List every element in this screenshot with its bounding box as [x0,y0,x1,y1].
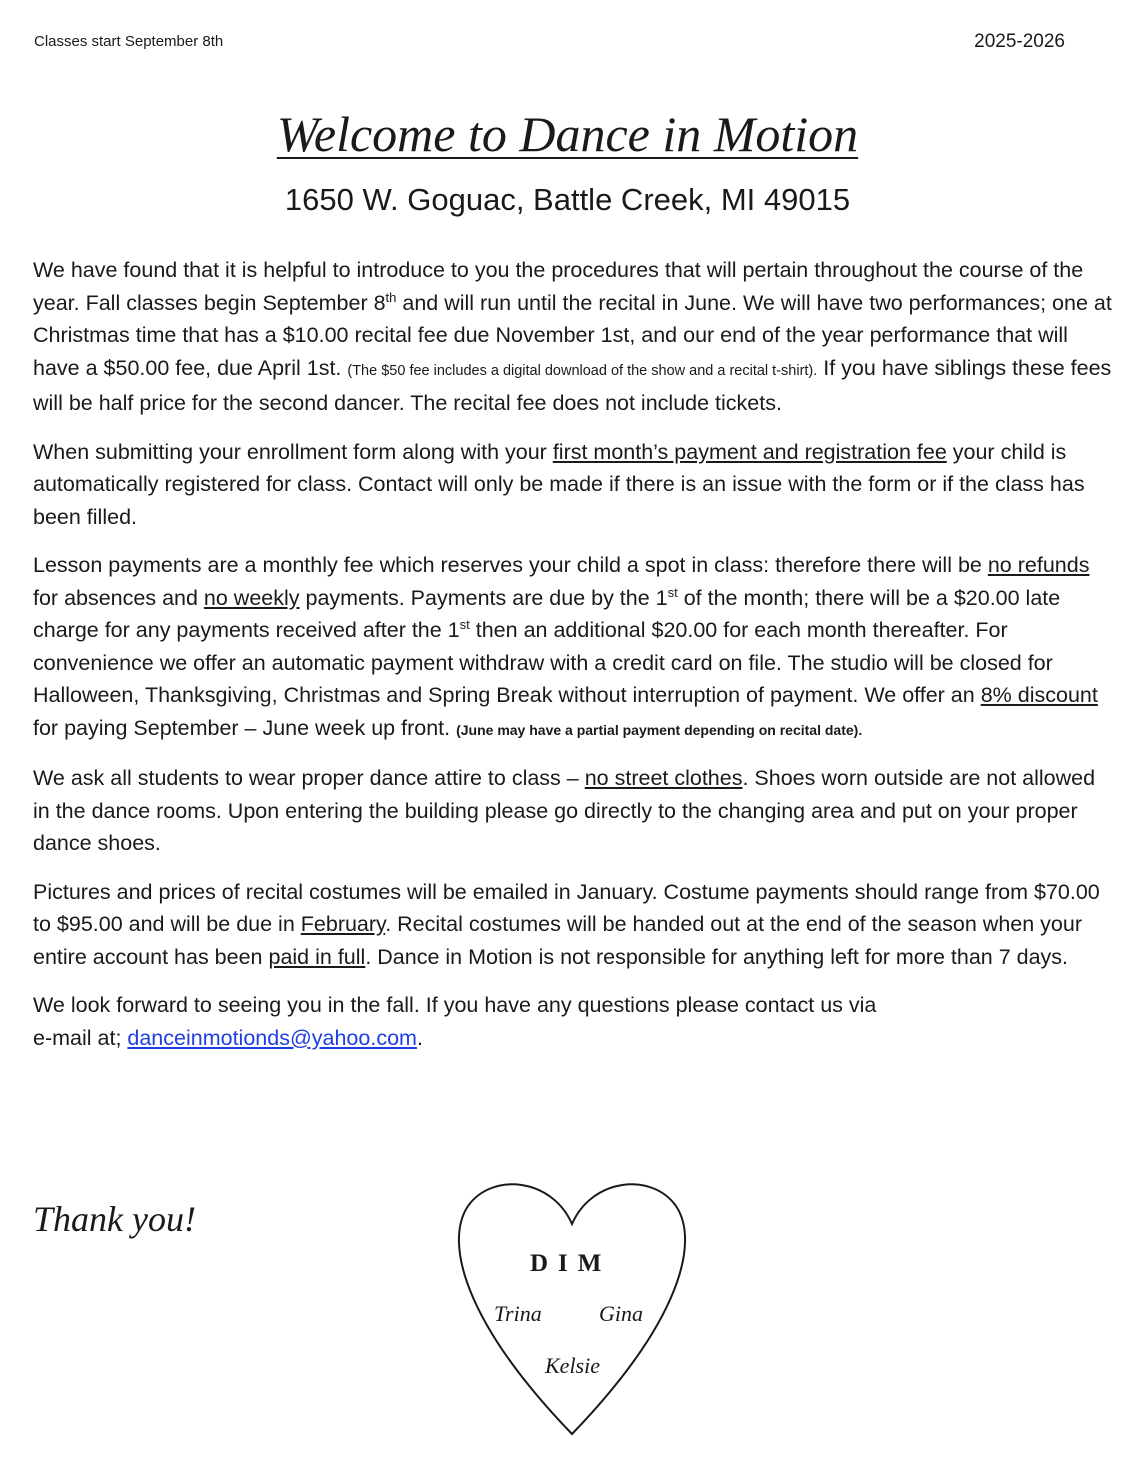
p3-no-refunds: no refunds [987,553,1090,577]
studio-address: 1650 W. Goguac, Battle Creek, MI 49015 [284,182,851,217]
p3-text-e: then an additional $20.00 for each month thereafter. For convenience we offer an automatic payment withdraw with a credit card on file. The studio will be closed for Halloween, Thanksgiving, Christmas and Spring Break without interruption of payment. We offer an [33,618,1053,707]
p3-sup-2: st [459,616,470,632]
p3-sup-1: st [667,584,678,600]
paragraph-enrollment [33,436,1115,534]
p4-text-b: . Shoes worn outside are not allowed in the dance rooms. Upon entering the building please go directly to the changing area and put on your proper dance shoes. [33,766,1096,855]
p5-text-c: . Dance in Motion is not responsible for anything left for more than 7 days. [365,944,1069,969]
p1-fee-note: (The $50 fee includes a digital download of the show and a recital t-shirt). [347,362,818,379]
p6-text-c: . [416,1025,423,1050]
p3-text-d: of the month; there will be a $20.00 late charge for any payments received after the 1 [33,585,1061,642]
p3-discount: 8% discount [980,683,1098,707]
letter-body [33,254,1115,1070]
p3-text-a: Lesson payments are a monthly fee which reserves your child a spot in class: therefore there will be [33,553,988,577]
class-start-note: Classes start September 8th [34,33,224,50]
heart-icon [452,1172,692,1444]
p4-text-a: We ask all students to wear proper dance attire to class – [33,766,585,790]
paragraph-schedule [33,254,1115,420]
p1-text-b: and will run until the recital in June. We will have two performances; one at Christmas time that has a $10.00 recital fee due November 1st, and our end of the year performance that will have a $50.00 fee, due April 1st. [33,290,1112,380]
p5-text-b: . Recital costumes will be handed out at the end of the season when your entire account has been [33,912,1082,969]
name-trina: Trina [494,1301,542,1326]
p5-text-a: Pictures and prices of recital costumes will be emailed in January. Costume payments should range from $70.00 to $95.00 and will be due in [33,879,1100,936]
season-year: 2025-2026 [974,31,1065,52]
p2-text-a: When submitting your enrollment form along with your [33,439,553,464]
name-kelsie: Kelsie [545,1353,600,1378]
email-link[interactable]: danceinmotionds@yahoo.com [127,1025,417,1050]
p5-february: February [300,912,386,936]
p1-text-c: If you have siblings these fees will be half price for the second dancer. The recital fee does not include tickets. [33,355,1112,415]
p3-text-c: payments. Payments are due by the 1 [299,585,668,610]
p3-text-b: for absences and [33,585,204,610]
p3-june-note: (June may have a partial payment depending on recital date). [456,721,863,738]
p2-text-b: your child is automatically registered for class. Contact will only be made if there is an issue with the form or if the class has been filled. [33,439,1085,529]
name-gina: Gina [599,1301,643,1326]
page-title [0,103,1135,165]
p1-text-a: We have found that it is helpful to introduce to you the procedures that will pertain throughout the course of the year. Fall classes begin September 8 [33,258,1084,315]
paragraph-attire [33,762,1115,860]
page-title-text: Welcome to Dance in Motion [276,106,859,162]
p6-text-b: e-mail at; [33,1025,128,1050]
paragraph-payments [33,549,1115,746]
thank-you-signoff: Thank you! [33,1199,196,1239]
p5-paid-in-full: paid in full [268,944,366,969]
p1-sup: th [385,289,397,305]
p6-text-a: We look forward to seeing you in the fall. If you have any questions please contact us via [33,993,877,1017]
paragraph-contact [33,989,1115,1054]
dim-initials: DIM [530,1250,612,1277]
p4-no-street-clothes: no street clothes [584,766,743,790]
p3-no-weekly: no weekly [203,585,300,610]
p3-text-f: for paying September – June week up front. [33,715,457,740]
paragraph-costumes [33,876,1115,974]
p2-underlined: first month’s payment and registration fee [552,439,947,464]
